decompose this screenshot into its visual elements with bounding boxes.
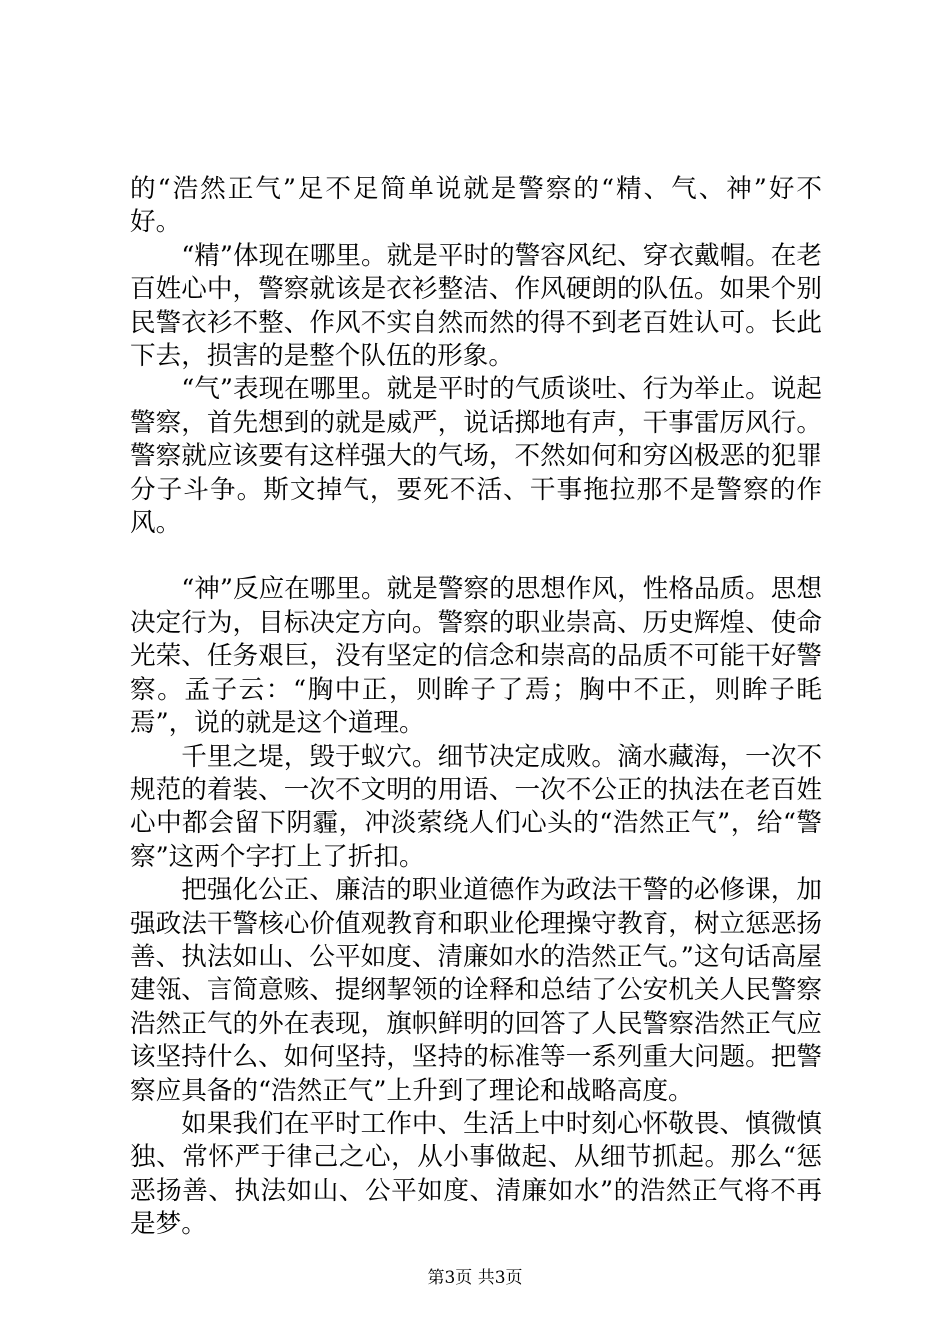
paragraph-continuation: 的“浩然正气”足不足简单说就是警察的“精、气、神”好不好。 [130, 174, 822, 238]
document-body [130, 173, 822, 1242]
paragraph-qi: “气”表现在哪里。就是平时的气质谈吐、行为举止。说起警察，首先想到的就是威严，说话掷地有声，干事雷厉风行。警察就应该要有这样强大的气场，不然如何和穷凶极恶的犯罪分子斗争。斯文掉气，要死不活、干事拖拉那不是警察的作风。 [130, 374, 822, 539]
paragraph-details: 千里之堤，毁于蚁穴。细节决定成败。滴水藏海，一次不规范的着装、一次不文明的用语、一次不公正的执法在老百姓心中都会留下阴霾，冲淡萦绕人们心头的“浩然正气”，给“警察”这两个字打上了折扣。 [130, 741, 822, 872]
page-number-label: 第3页 共3页 [427, 1268, 523, 1288]
page-footer [0, 1268, 950, 1288]
paragraph-shen: “神”反应在哪里。就是警察的思想作风，性格品质。思想决定行为，目标决定方向。警察的职业崇高、历史辉煌、使命光荣、任务艰巨，没有坚定的信念和崇高的品质不可能干好警察。孟子云：“胸中正，则眸子了焉；胸中不正，则眸子眊焉”，说的就是这个道理。 [130, 574, 822, 739]
paragraph-conclusion: 如果我们在平时工作中、生活上中时刻心怀敬畏、慎微慎独、常怀严于律己之心，从小事做起、从细节抓起。那么“惩恶扬善、执法如山、公平如度、清廉如水”的浩然正气将不再是梦。 [130, 1108, 822, 1240]
paragraph-ethics: 把强化公正、廉洁的职业道德作为政法干警的必修课，加强政法干警核心价值观教育和职业伦理操守教育，树立惩恶扬善、执法如山、公平如度、清廉如水的浩然正气。”这句话高屋建瓴、言简意赅、提纲挈领的诠释和总结了公安机关人民警察浩然正气的外在表现，旗帜鲜明的回答了人民警察浩然正气应该坚持什么、如何坚持，坚持的标准等一系列重大问题。把警察应具备的“浩然正气”上升到了理论和战略高度。 [130, 875, 822, 1106]
paragraph-jing: “精”体现在哪里。就是平时的警容风纪、穿衣戴帽。在老百姓心中，警察就该是衣衫整洁、作风硬朗的队伍。如果个别民警衣衫不整、作风不实自然而然的得不到老百姓认可。长此下去，损害的是整个队伍的形象。 [130, 240, 822, 372]
